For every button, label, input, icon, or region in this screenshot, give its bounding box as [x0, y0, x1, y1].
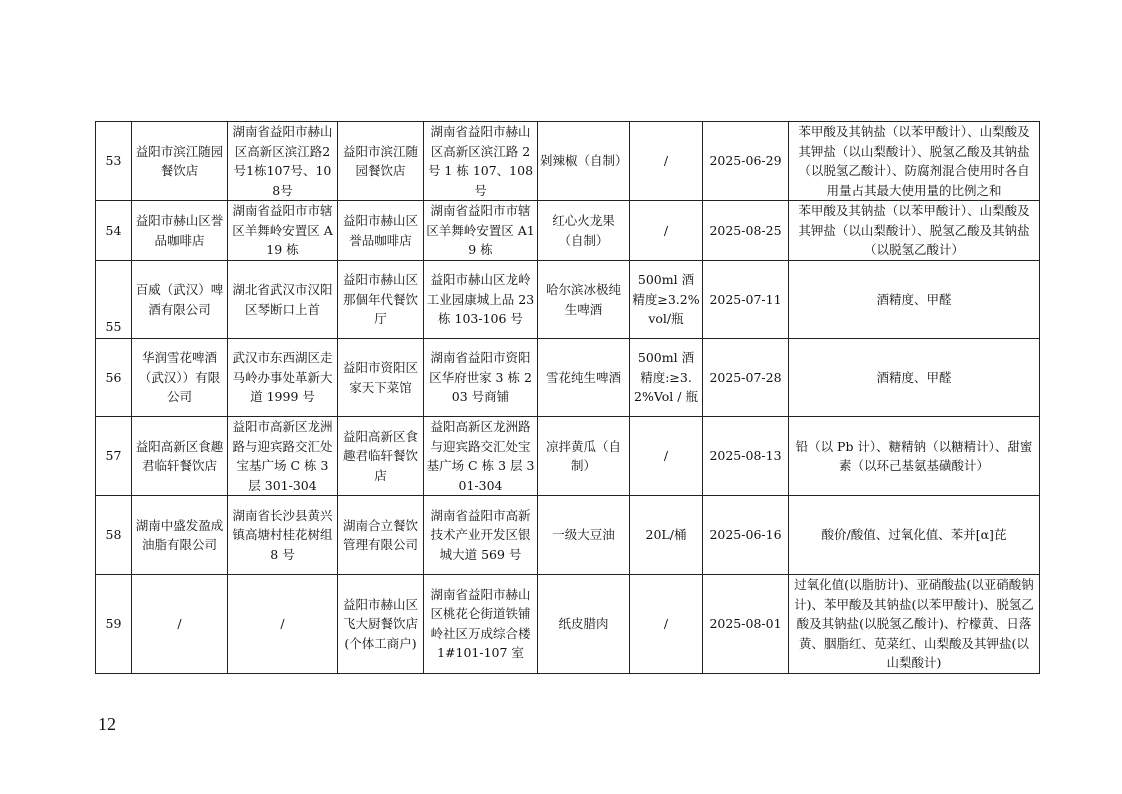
- row-number: 59: [96, 575, 132, 674]
- test-items: 酒精度、甲醛: [789, 261, 1040, 339]
- producer-name: 益阳高新区食趣君临轩餐饮店: [132, 417, 228, 496]
- product-spec: /: [630, 201, 703, 261]
- test-items: 铅（以 Pb 计）、糖精钠（以糖精计）、甜蜜素（以环己基氨基磺酸计）: [789, 417, 1040, 496]
- seller-address: 益阳市赫山区龙岭工业园康城上品 23 栋 103-106 号: [424, 261, 538, 339]
- test-items: 酒精度、甲醛: [789, 339, 1040, 417]
- table-row: [96, 261, 1040, 339]
- producer-address: 益阳市高新区龙洲路与迎宾路交汇处宝基广场 C 栋 3 层 301-304: [228, 417, 338, 496]
- product-name: 纸皮腊肉: [538, 575, 630, 674]
- producer-name: 百威（武汉）啤酒有限公司: [132, 261, 228, 339]
- row-number: 55: [96, 261, 132, 339]
- production-date: 2025-06-29: [703, 122, 789, 201]
- table-row: [96, 496, 1040, 575]
- table-row: [96, 122, 1040, 201]
- seller-name: 益阳高新区食趣君临轩餐饮店: [338, 417, 424, 496]
- product-name: 哈尔滨冰极纯生啤酒: [538, 261, 630, 339]
- producer-name: 益阳市滨江随园餐饮店: [132, 122, 228, 201]
- seller-address: 湖南省益阳市资阳区华府世家 3 栋 203 号商铺: [424, 339, 538, 417]
- production-date: 2025-07-28: [703, 339, 789, 417]
- page-number: 12: [98, 714, 116, 734]
- sampling-results-table: [95, 121, 1040, 674]
- seller-address: 湖南省益阳市赫山区高新区滨江路 2 号 1 栋 107、108 号: [424, 122, 538, 201]
- row-number: 56: [96, 339, 132, 417]
- product-name: 一级大豆油: [538, 496, 630, 575]
- producer-name: 湖南中盛发盈成油脂有限公司: [132, 496, 228, 575]
- test-items: 苯甲酸及其钠盐（以苯甲酸计）、山梨酸及其钾盐（以山梨酸计）、脱氢乙酸及其钠盐（以脱氢乙酸计）: [789, 201, 1040, 261]
- test-items: 过氧化值(以脂肪计)、亚硝酸盐(以亚硝酸钠计)、苯甲酸及其钠盐(以苯甲酸计)、脱氢乙酸及其钠盐(以脱氢乙酸计)、柠檬黄、日落黄、胭脂红、苋菜红、山梨酸及其钾盐(以山梨酸计): [789, 575, 1040, 674]
- seller-address: 益阳高新区龙洲路与迎宾路交汇处宝基广场 C 栋 3 层 301-304: [424, 417, 538, 496]
- producer-address: 湖南省益阳市赫山区高新区滨江路2号1栋107号、108号: [228, 122, 338, 201]
- product-spec: /: [630, 417, 703, 496]
- production-date: 2025-08-01: [703, 575, 789, 674]
- test-items: 酸价/酸值、过氧化值、苯并[α]芘: [789, 496, 1040, 575]
- product-spec: 500ml 酒精度≥3.2%vol/瓶: [630, 261, 703, 339]
- row-number: 54: [96, 201, 132, 261]
- production-date: 2025-08-13: [703, 417, 789, 496]
- row-number: 58: [96, 496, 132, 575]
- production-date: 2025-08-25: [703, 201, 789, 261]
- table-row: [96, 417, 1040, 496]
- seller-name: 湖南合立餐饮管理有限公司: [338, 496, 424, 575]
- producer-address: 湖南省长沙县黄兴镇高塘村桂花树组 8 号: [228, 496, 338, 575]
- seller-address: 湖南省益阳市高新技术产业开发区银城大道 569 号: [424, 496, 538, 575]
- test-items: 苯甲酸及其钠盐（以苯甲酸计）、山梨酸及其钾盐（以山梨酸计）、脱氢乙酸及其钠盐（以脱氢乙酸计）、防腐剂混合使用时各自用量占其最大使用量的比例之和: [789, 122, 1040, 201]
- table-row: [96, 201, 1040, 261]
- producer-name: 华润雪花啤酒（武汉））有限公司: [132, 339, 228, 417]
- product-spec: /: [630, 575, 703, 674]
- table-row: [96, 339, 1040, 417]
- seller-address: 湖南省益阳市赫山区桃花仑街道铁铺岭社区万成综合楼 1#101-107 室: [424, 575, 538, 674]
- seller-name: 益阳市滨江随园餐饮店: [338, 122, 424, 201]
- producer-address: /: [228, 575, 338, 674]
- seller-address: 湖南省益阳市市辖区羊舞岭安置区 A19 栋: [424, 201, 538, 261]
- row-number: 53: [96, 122, 132, 201]
- seller-name: 益阳市赫山区那個年代餐饮厅: [338, 261, 424, 339]
- seller-name: 益阳市赫山区飞大厨餐饮店(个体工商户): [338, 575, 424, 674]
- product-name: 红心火龙果（自制）: [538, 201, 630, 261]
- producer-address: 武汉市东西湖区走马岭办事处革新大道 1999 号: [228, 339, 338, 417]
- seller-name: 益阳市赫山区誉品咖啡店: [338, 201, 424, 261]
- product-spec: 500ml 酒精度:≥3.2%Vol / 瓶: [630, 339, 703, 417]
- producer-address: 湖北省武汉市汉阳区琴断口上首: [228, 261, 338, 339]
- table-row: [96, 575, 1040, 674]
- producer-address: 湖南省益阳市市辖区羊舞岭安置区 A19 栋: [228, 201, 338, 261]
- product-name: 雪花纯生啤酒: [538, 339, 630, 417]
- producer-name: 益阳市赫山区誉品咖啡店: [132, 201, 228, 261]
- producer-name: /: [132, 575, 228, 674]
- production-date: 2025-06-16: [703, 496, 789, 575]
- product-name: 剁辣椒（自制）: [538, 122, 630, 201]
- product-spec: /: [630, 122, 703, 201]
- production-date: 2025-07-11: [703, 261, 789, 339]
- seller-name: 益阳市资阳区家天下菜馆: [338, 339, 424, 417]
- product-name: 凉拌黄瓜（自制）: [538, 417, 630, 496]
- row-number: 57: [96, 417, 132, 496]
- product-spec: 20L/桶: [630, 496, 703, 575]
